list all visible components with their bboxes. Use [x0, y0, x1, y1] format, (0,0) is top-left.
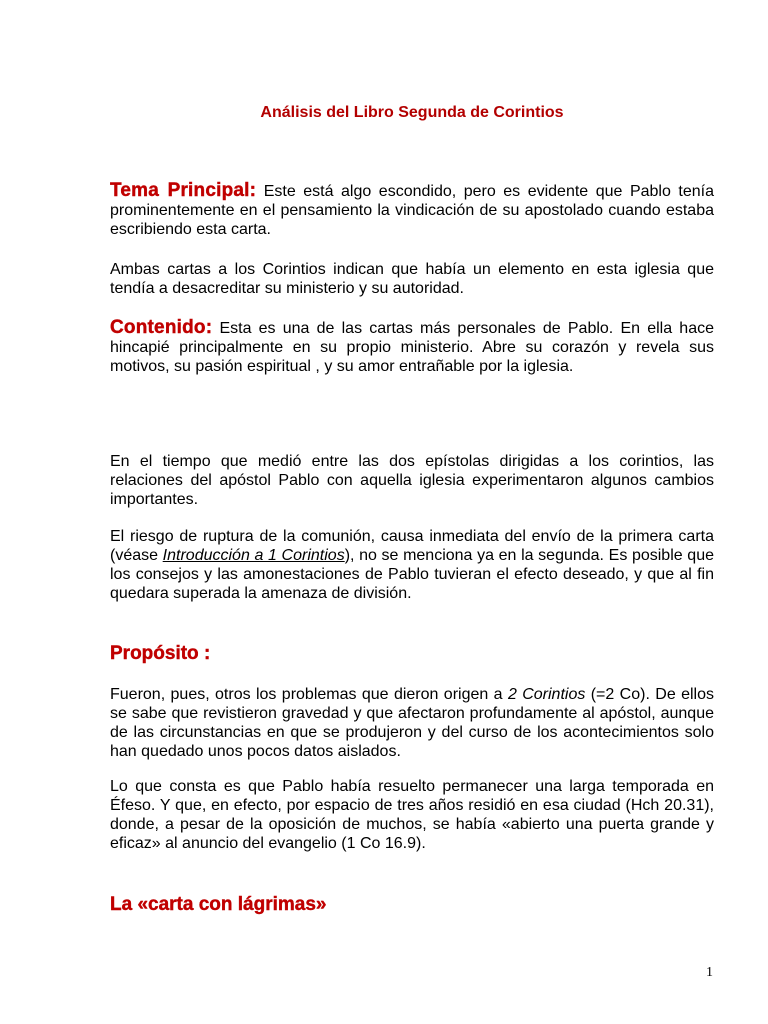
heading-carta-con-lagrimas: La «carta con lágrimas»: [110, 894, 327, 915]
heading-tema-principal: Tema Principal:: [110, 180, 257, 201]
document-title: Análisis del Libro Segunda de Corintios: [260, 104, 564, 121]
text-2-corintios: 2 Corintios: [507, 686, 586, 703]
link-introduccion[interactable]: Introducción a 1 Corintios: [162, 547, 345, 564]
page-number: 1: [706, 965, 713, 980]
paragraph-lo-que-consta: Lo que consta es que Pablo había resuelto permanecer una larga temporada en Éfeso. Y que, en efecto, por espacio de tres años residió en esa ciudad (Hch 20.31), donde, a pesar de la oposición de muchos, se había «abierto una puerta grande y eficaz» al anuncio del evangelio (1 Co 16.9).: [110, 778, 714, 852]
text-fueron-after: (=2 Co). De ellos se sabe que revistieron gravedad y que afectaron profundamente al apóstol, aunque de las circunstancias en que se produjeron y del curso de los acontecimientos solo han quedado unos pocos datos aislados.: [110, 686, 714, 760]
heading-proposito: Propósito :: [110, 643, 211, 664]
heading-contenido: Contenido:: [110, 317, 213, 338]
paragraph-tiempo: En el tiempo que medió entre las dos epístolas dirigidas a los corintios, las relaciones del apóstol Pablo con aquella iglesia experimentaron algunos cambios importantes.: [110, 453, 714, 508]
paragraph-ambas-cartas: Ambas cartas a los Corintios indican que había un elemento en esta iglesia que tendía a desacreditar su ministerio y su autoridad.: [110, 261, 714, 297]
paragraph-fueron: [110, 685, 714, 761]
paragraph-tema-principal: [110, 181, 714, 239]
text-riesgo-after: ), no se menciona ya en la segunda. Es posible que los consejos y las amonestaciones de Pablo tuvieran el efecto deseado, y que al fin quedara superada la amenaza de división.: [110, 547, 714, 602]
paragraph-contenido: [110, 318, 714, 376]
text-fueron-before: Fueron, pues, otros los problemas que dieron origen a: [110, 686, 508, 703]
text-riesgo-before: El riesgo de ruptura de la comunión, causa inmediata del envío de la primera carta (véase: [110, 528, 714, 564]
paragraph-riesgo: [110, 527, 714, 603]
text-tema-principal: Este está algo escondido, pero es evidente que Pablo tenía prominentemente en el pensamiento la vindicación de su apostolado cuando estaba escribiendo esta carta.: [110, 183, 714, 238]
text-contenido: Esta es una de las cartas más personales de Pablo. En ella hace hincapié principalmente en su propio ministerio. Abre su corazón y revela sus motivos, su pasión espiritual , y su amor entrañable por la iglesia.: [110, 320, 714, 375]
